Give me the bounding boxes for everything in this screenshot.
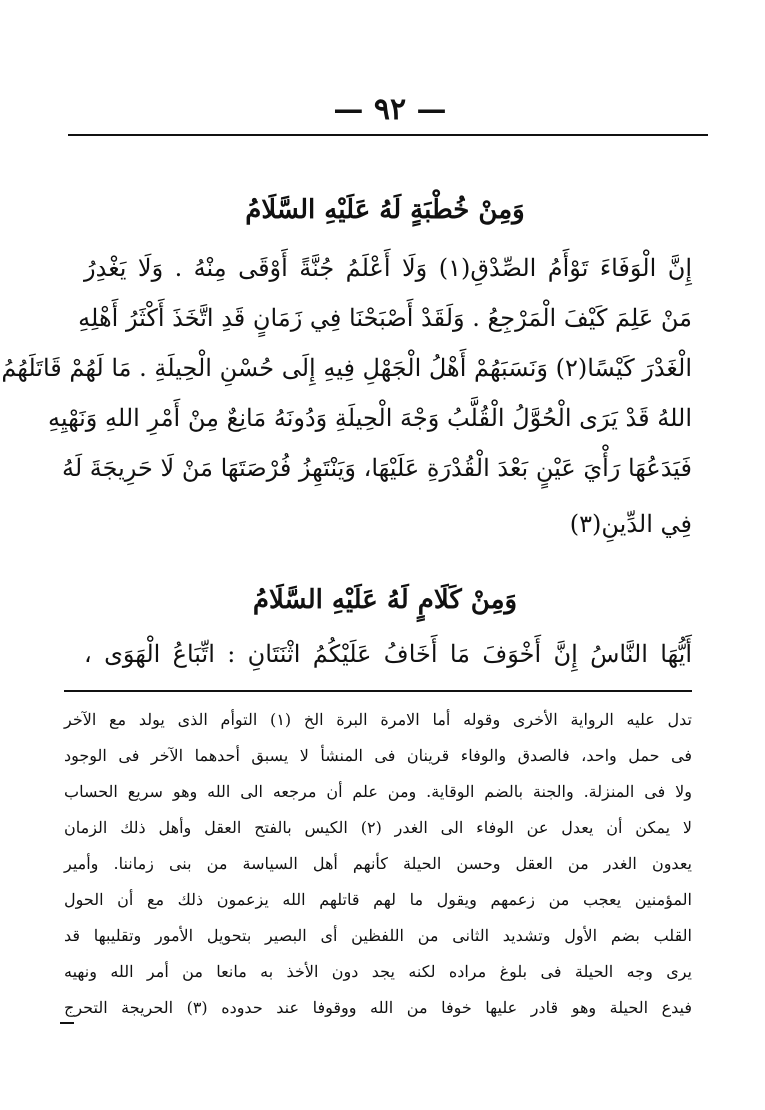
text-line: اللهُ قَدْ يَرَى الْحُوَّلُ الْقُلَّبُ وَجْهَ الْحِيلَةِ وَدُونَهُ مَانِعٌ مِنْ أَمْرِ اللهِ وَنَهْيِهِ — [47, 404, 692, 432]
text-line: الْغَدْرَ كَيْسًا(٢) وَنَسَبَهُمْ أَهْلُ الْجَهْلِ فِيهِ إِلَى حُسْنِ الْحِيلَةِ . مَا لَهُمْ قَاتَلَهُمُ — [1, 354, 692, 382]
footnote-line: تدل عليه الرواية الأخرى وقوله أما الامرة البرة الخ (١) التوأم الذى يولد مع الآخر — [64, 710, 693, 729]
text-line: إِنَّ الْوَفَاءَ تَوْأَمُ الصِّدْقِ(١) وَلَا أَعْلَمُ جُنَّةً أَوْقَى مِنْهُ . وَلَا يَغْدِرُ — [84, 254, 693, 282]
footnote-line: القلب بضم الأول وتشديد الثانى من اللفظين أى البصير بتحويل الأمور وتقليبها قد — [64, 926, 692, 945]
footnote-line: المؤمنين يعجب من زعمهم ويقول ما لهم قاتلهم الله يزعمون ذلك مع أن الحول — [64, 890, 692, 909]
footnote-line: فى حمل واحد، فالصدق والوفاء قرينان فى المنشأ لا يسبق أحدهما الآخر فى الوجود — [64, 746, 692, 765]
text-line: أَيُّهَا النَّاسُ إِنَّ أَخْوَفَ مَا أَخَافُ عَلَيْكُمُ اثْنَتَانِ : اتِّبَاعُ الْهَوَى ، — [84, 640, 692, 668]
footnote-line: فيدع الحيلة وهو قادر عليها خوفا من الله ووقوفا عند حدوده (٣) الحريجة التحرج — [64, 998, 692, 1017]
section-heading-speech: وَمِنْ كَلَامٍ لَهُ عَلَيْهِ السَّلَامُ — [252, 585, 518, 615]
footnote-line: يرى وجه الحيلة فى بلوغ مراده لكنه يجد دون الأخذ به مانعا من أمر الله ونهيه — [64, 962, 692, 981]
footnote-line: يعدون الغدر من العقل وحسن الحيلة كأنهم أهل السياسة من بنى زماننا. وأمير — [64, 854, 692, 873]
footnote-line: ولا فى المنزلة. والجنة بالضم الوقاية. ومن علم أن مرجعه الى الله وهو سريع الحساب — [64, 782, 692, 801]
section-heading-sermon: وَمِنْ خُطْبَةٍ لَهُ عَلَيْهِ السَّلَامُ — [245, 195, 525, 225]
page-number: — ٩٢ — — [333, 92, 447, 127]
printer-mark — [60, 1016, 74, 1024]
header-divider — [68, 134, 708, 136]
footnote-line: لا يمكن أن يعدل عن الوفاء الى الغدر (٢) الكيس بالفتح العقل وأهل ذلك الزمان — [64, 818, 692, 837]
text-line: فِي الدِّينِ(٣) — [569, 510, 692, 538]
footnote-divider — [64, 690, 692, 692]
text-line: فَيَدَعُهَا رَأْيَ عَيْنٍ بَعْدَ الْقُدْرَةِ عَلَيْهَا، وَيَنْتَهِزُ فُرْصَتَهَا مَنْ لَا حَرِيجَةَ لَهُ — [61, 454, 692, 482]
text-line: مَنْ عَلِمَ كَيْفَ الْمَرْجِعُ . وَلَقَدْ أَصْبَحْنَا فِي زَمَانٍ قَدِ اتَّخَذَ أَكْثَرُ أَهْلِهِ — [78, 304, 692, 332]
